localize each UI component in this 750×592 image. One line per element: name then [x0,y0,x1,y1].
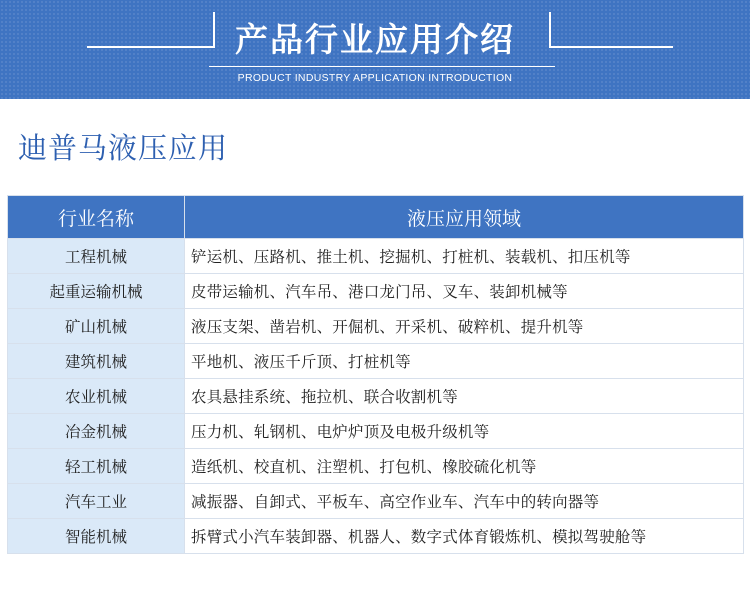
industry-name-cell: 建筑机械 [8,344,185,379]
industry-name-cell: 农业机械 [8,379,185,414]
table-row [8,379,744,414]
industry-name-cell: 冶金机械 [8,414,185,449]
application-cell: 减振器、自卸式、平板车、高空作业车、汽车中的转向器等 [185,484,744,519]
header-application-field: 液压应用领域 [185,196,744,239]
application-cell: 液压支架、凿岩机、开倔机、开采机、破粹机、提升机等 [185,309,744,344]
application-cell: 铲运机、压路机、推土机、挖掘机、打桩机、装载机、扣压机等 [185,239,744,274]
banner-subtitle: PRODUCT INDUSTRY APPLICATION INTRODUCTION [237,72,513,84]
table-row [8,309,744,344]
application-cell: 造纸机、校直机、注塑机、打包机、橡胶硫化机等 [185,449,744,484]
application-cell: 皮带运输机、汽车吊、港口龙门吊、叉车、装卸机械等 [185,274,744,309]
application-cell: 平地机、液压千斤顶、打桩机等 [185,344,744,379]
section-title: 迪普马液压应用 [18,131,229,165]
application-cell: 农具悬挂系统、拖拉机、联合收割机等 [185,379,744,414]
header-industry-name: 行业名称 [8,196,185,239]
header-banner [0,0,750,99]
application-cell: 拆臂式小汽车装卸器、机器人、数字式体育锻炼机、模拟驾驶舱等 [185,519,744,554]
industry-name-cell: 智能机械 [8,519,185,554]
table-row [8,449,744,484]
industry-name-cell: 汽车工业 [8,484,185,519]
industry-name-cell: 轻工机械 [8,449,185,484]
application-table [7,195,743,554]
table-row [8,519,744,554]
table-row [8,274,744,309]
table-row [8,239,744,274]
subtitle-underline [209,66,555,67]
table-row [8,344,744,379]
industry-name-cell: 工程机械 [8,239,185,274]
industry-name-cell: 矿山机械 [8,309,185,344]
table-header-row [8,196,744,239]
banner-title: 产品行业应用介绍 [235,20,515,59]
application-cell: 压力机、轧钢机、电炉炉顶及电极升级机等 [185,414,744,449]
industry-name-cell: 起重运输机械 [8,274,185,309]
table-row [8,414,744,449]
table-row [8,484,744,519]
